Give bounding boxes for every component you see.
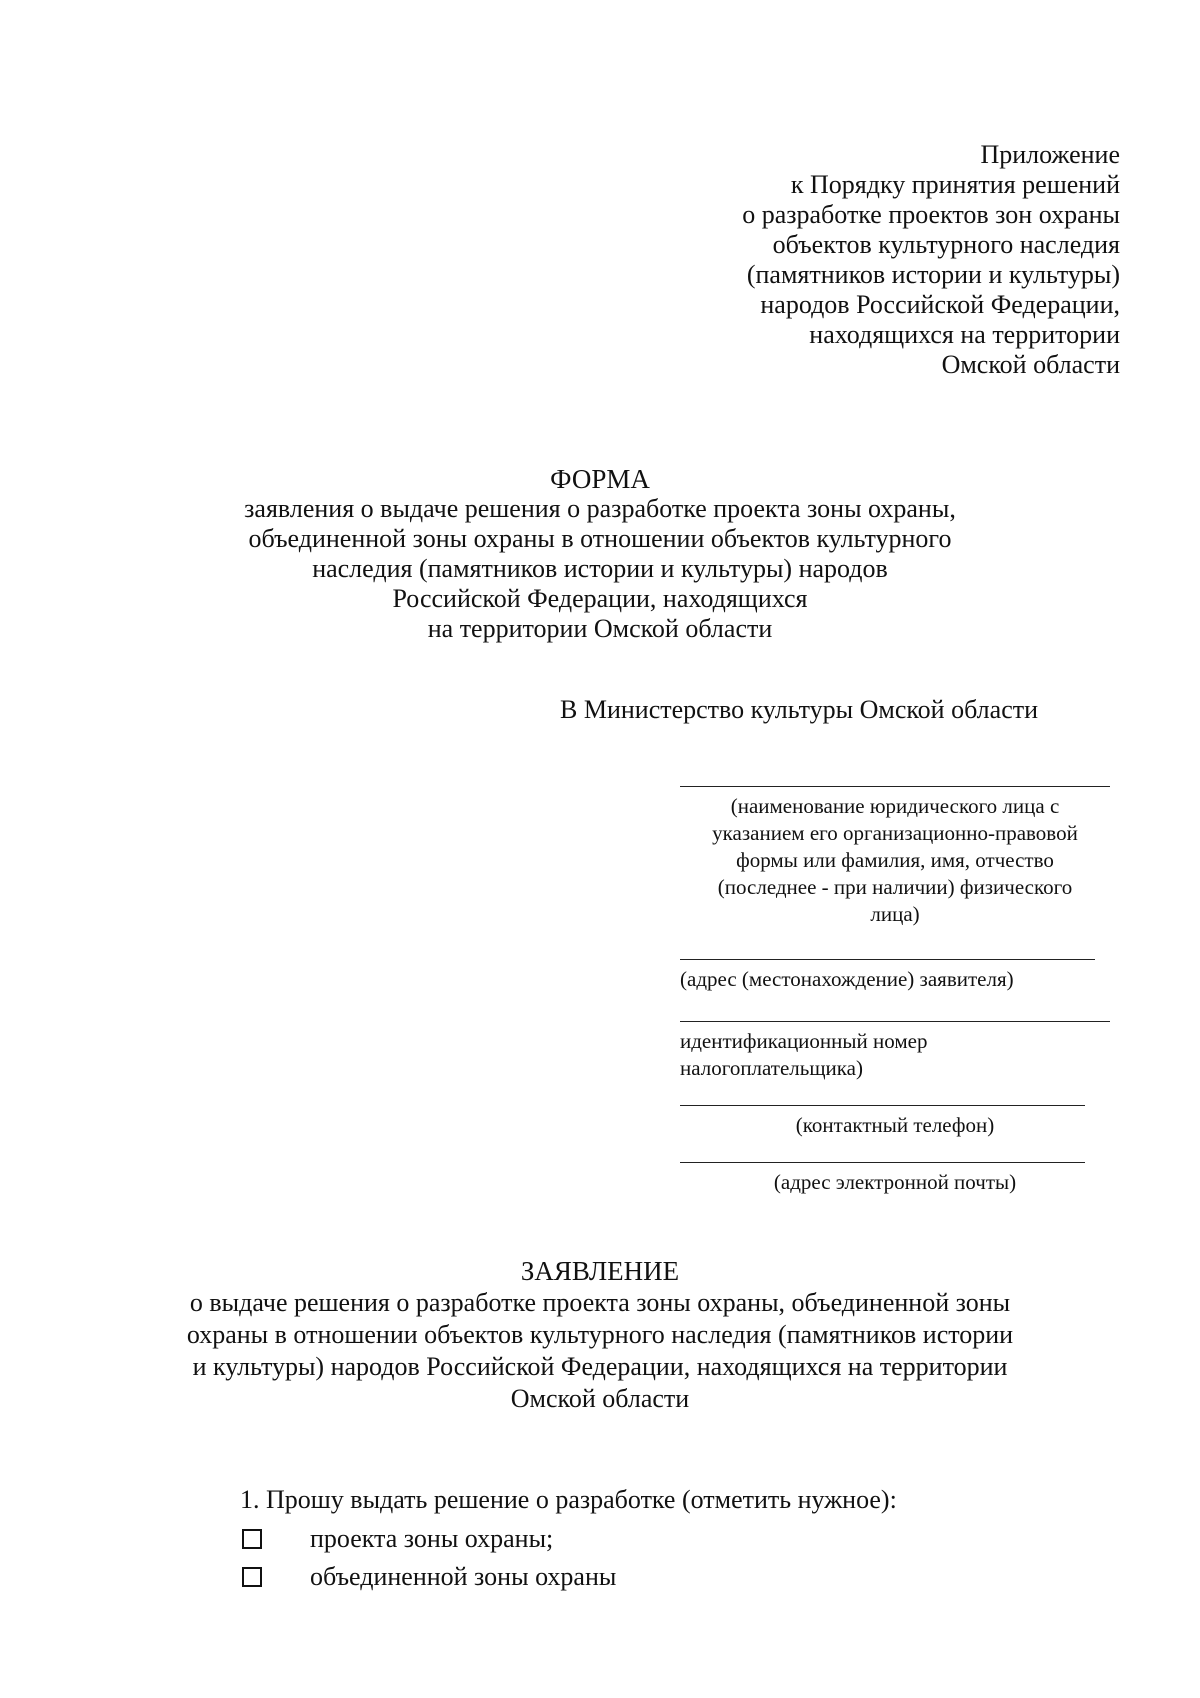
- statement-line: и культуры) народов Российской Федерации, находящихся на территории: [192, 1352, 1008, 1381]
- combined-zone-checkbox[interactable]: [242, 1567, 262, 1587]
- form-title-line: заявления о выдаче решения о разработке проекта зоны охраны,: [244, 494, 956, 523]
- caption-line: идентификационный номер: [680, 1029, 928, 1053]
- appendix-line: (памятников истории и культуры): [746, 260, 1120, 289]
- appendix-block: [600, 140, 1120, 380]
- caption-line: налогоплательщика): [680, 1056, 863, 1080]
- statement-line: Омской области: [510, 1384, 690, 1413]
- option-label: объединенной зоны охраны: [310, 1562, 617, 1591]
- appendix-line: Омской области: [941, 350, 1120, 379]
- appendix-line: к Порядку принятия решений: [790, 170, 1120, 199]
- form-title-line: объединенной зоны охраны в отношении объектов культурного: [248, 524, 952, 553]
- form-title-line: Российской Федерации, находящихся: [392, 584, 808, 613]
- address-caption: (адрес (местонахождение) заявителя): [680, 967, 1014, 991]
- inn-field[interactable]: [680, 1021, 1110, 1022]
- form-title-line: на территории Омской области: [427, 614, 773, 643]
- zone-project-checkbox[interactable]: [242, 1529, 262, 1549]
- statement-line: о выдаче решения о разработке проекта зоны охраны, объединенной зоны: [189, 1288, 1011, 1317]
- address-field[interactable]: [680, 959, 1095, 960]
- email-caption: (адрес электронной почты): [773, 1170, 1017, 1194]
- caption-line: лица): [870, 902, 920, 926]
- caption-line: формы или фамилия, имя, отчество: [736, 848, 1054, 872]
- appendix-line: Приложение: [980, 140, 1120, 169]
- form-heading: ФОРМА: [550, 464, 650, 494]
- form-title: [0, 464, 1200, 644]
- applicant-name-caption: [680, 793, 1110, 928]
- statement-heading: ЗАЯВЛЕНИЕ: [520, 1256, 680, 1286]
- caption-line: (наименование юридического лица с: [730, 794, 1060, 818]
- appendix-line: находящихся на территории: [809, 320, 1120, 349]
- applicant-name-field[interactable]: [680, 786, 1110, 787]
- caption-line: указанием его организационно-правовой: [712, 821, 1078, 845]
- statement-title: [0, 1255, 1200, 1415]
- statement-line: охраны в отношении объектов культурного наследия (памятников истории: [186, 1320, 1014, 1349]
- form-title-line: наследия (памятников истории и культуры) народов: [312, 554, 888, 583]
- phone-field[interactable]: [680, 1105, 1085, 1106]
- phone-caption: (контактный телефон): [795, 1113, 995, 1137]
- appendix-line: объектов культурного наследия: [772, 230, 1120, 259]
- addressee: В Министерство культуры Омской области: [560, 695, 1039, 724]
- email-field[interactable]: [680, 1162, 1085, 1163]
- appendix-line: о разработке проектов зон охраны: [742, 200, 1120, 229]
- option-label: проекта зоны охраны;: [310, 1524, 554, 1553]
- inn-caption: [680, 1028, 1110, 1082]
- caption-line: (последнее - при наличии) физического: [717, 875, 1073, 899]
- appendix-line: народов Российской Федерации,: [760, 290, 1120, 319]
- request-text: 1. Прошу выдать решение о разработке (отметить нужное):: [240, 1485, 897, 1514]
